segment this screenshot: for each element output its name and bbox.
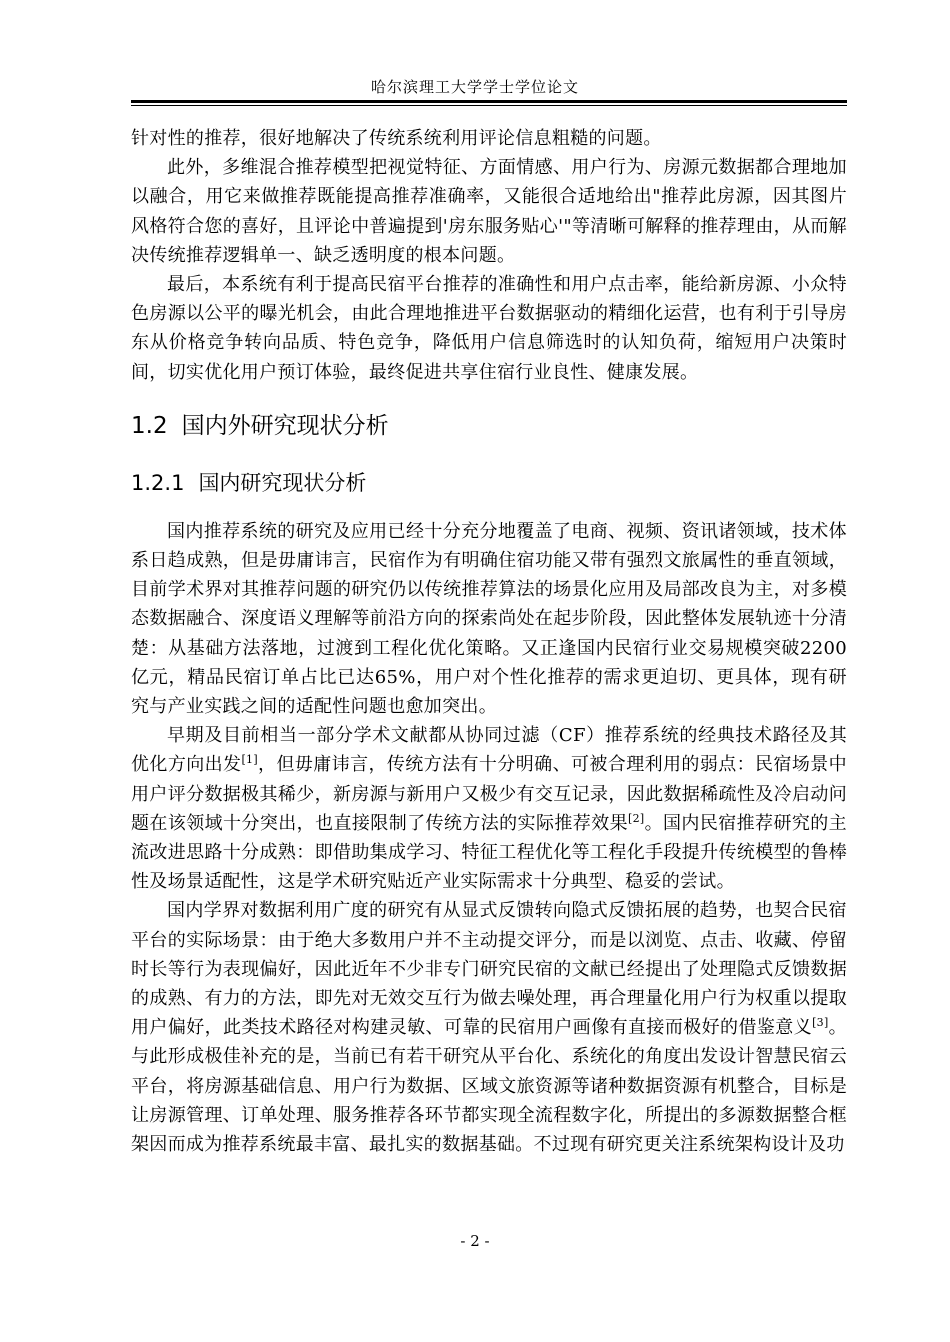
paragraph-continued: 针对性的推荐，很好地解决了传统系统利用评论信息粗糙的问题。: [131, 128, 662, 149]
paragraph-implicit-feedback: [131, 896, 847, 1159]
page-header-title: 哈尔滨理工大学学士学位论文: [370, 78, 579, 96]
paragraph-domestic-overview: 国内推荐系统的研究及应用已经十分充分地覆盖了电商、视频、资讯诸领域，技术体系日趋成熟，但是毋庸讳言，民宿作为有明确住宿功能又带有强烈文旅属性的垂直领域，目前学术界对其推荐问题的研究仍以传统推荐算法的场景化应用及局部改良为主，对多模态数据融合、深度语义理解等前沿方向的探索尚处在起步阶段，因此整体发展轨迹十分清楚：从基础方法落地，过渡到工程化优化策略。又正逢国内民宿行业交易规模突破2200亿元，精品民宿订单占比已达65%，用户对个性化推荐的需求更迫切、更具体，现有研究与产业实践之间的适配性问题也愈加突出。: [131, 520, 847, 718]
section-number: 1.2: [131, 412, 168, 439]
subsection-title: 国内研究现状分析: [198, 470, 367, 495]
page-content: [131, 124, 847, 1159]
if-text-a: 国内学界对数据利用广度的研究有从显式反馈转向隐式反馈拓展的趋势，也契合民宿平台的实际场景：由于绝大多数用户并不主动提交评分，而是以浏览、点击、收藏、停留时长等行为表现偏好，因此近年不少非专门研究民宿的文献已经提出了处理隐式反馈数据的成熟、有力的方法，即先对无效交互行为做去噪处理，再合理量化用户行为权重以提取用户偏好，此类技术路径对构建灵敏、可靠的民宿用户画像有直接而极好的借鉴意义: [131, 900, 847, 1039]
paragraph-collaborative-filtering: [131, 721, 847, 896]
citation-2: [2]: [628, 811, 645, 825]
cf-text-b: ，但毋庸讳言，传统方法有十分明确、可被合理利用的弱点：民宿场景中用户评分数据极其稀少，新房源与新用户又极少有交互记录，因此数据稀疏性及冷启动问题在该领域十分突出，也直接限制了传统方法的实际推荐效果: [131, 754, 847, 834]
citation-3: [3]: [812, 1016, 829, 1030]
citation-1: [1]: [241, 753, 258, 767]
section-title: 国内外研究现状分析: [181, 412, 389, 439]
subsection-heading: [131, 467, 847, 499]
paragraph-system-benefits: 最后，本系统有利于提高民宿平台推荐的准确性和用户点击率，能给新房源、小众特色房源以公平的曝光机会，由此合理地推进平台数据驱动的精细化运营，也有利于引导房东从价格竞争转向品质、特色竞争，降低用户信息筛选时的认知负荷，缩短用户决策时间，切实优化用户预订体验，最终促进共享住宿行业良性、健康发展。: [131, 274, 847, 383]
header-rule-thin: [131, 105, 847, 106]
if-text-b: 。与此形成极佳补充的是，当前已有若干研究从平台化、系统化的角度出发设计智慧民宿云平台，将房源基础信息、用户行为数据、区域文旅资源等诸种数据资源有机整合，目标是让房源管理、订单处理、服务推荐各环节都实现全流程数字化，所提出的多源数据整合框架因而成为推荐系统最丰富、最扎实的数据基础。不过现有研究更关注系统架构设计及功: [131, 1017, 847, 1156]
header-rule-thick: [131, 100, 847, 103]
section-heading: [131, 409, 847, 443]
page-number: - 2 -: [460, 1232, 490, 1250]
paragraph-multimodal-model: 此外，多维混合推荐模型把视觉特征、方面情感、用户行为、房源元数据都合理地加以融合，用它来做推荐既能提高推荐准确率，又能很合适地给出"推荐此房源，因其图片风格符合您的喜好，且评论中普遍提到'房东服务贴心'"等清晰可解释的推荐理由，从而解决传统推荐逻辑单一、缺乏透明度的根本问题。: [131, 157, 847, 266]
cf-text-c: 。国内民宿推荐研究的主流改进思路十分成熟：即借助集成学习、特征工程优化等工程化手段提升传统模型的鲁棒性及场景适配性，这是学术研究贴近产业实际需求十分典型、稳妥的尝试。: [131, 812, 847, 893]
cf-text-a: 早期及目前相当一部分学术文献都从协同过滤（CF）推荐系统的经典技术路径及其优化方向出发: [131, 725, 847, 776]
subsection-number: 1.2.1: [131, 470, 185, 495]
